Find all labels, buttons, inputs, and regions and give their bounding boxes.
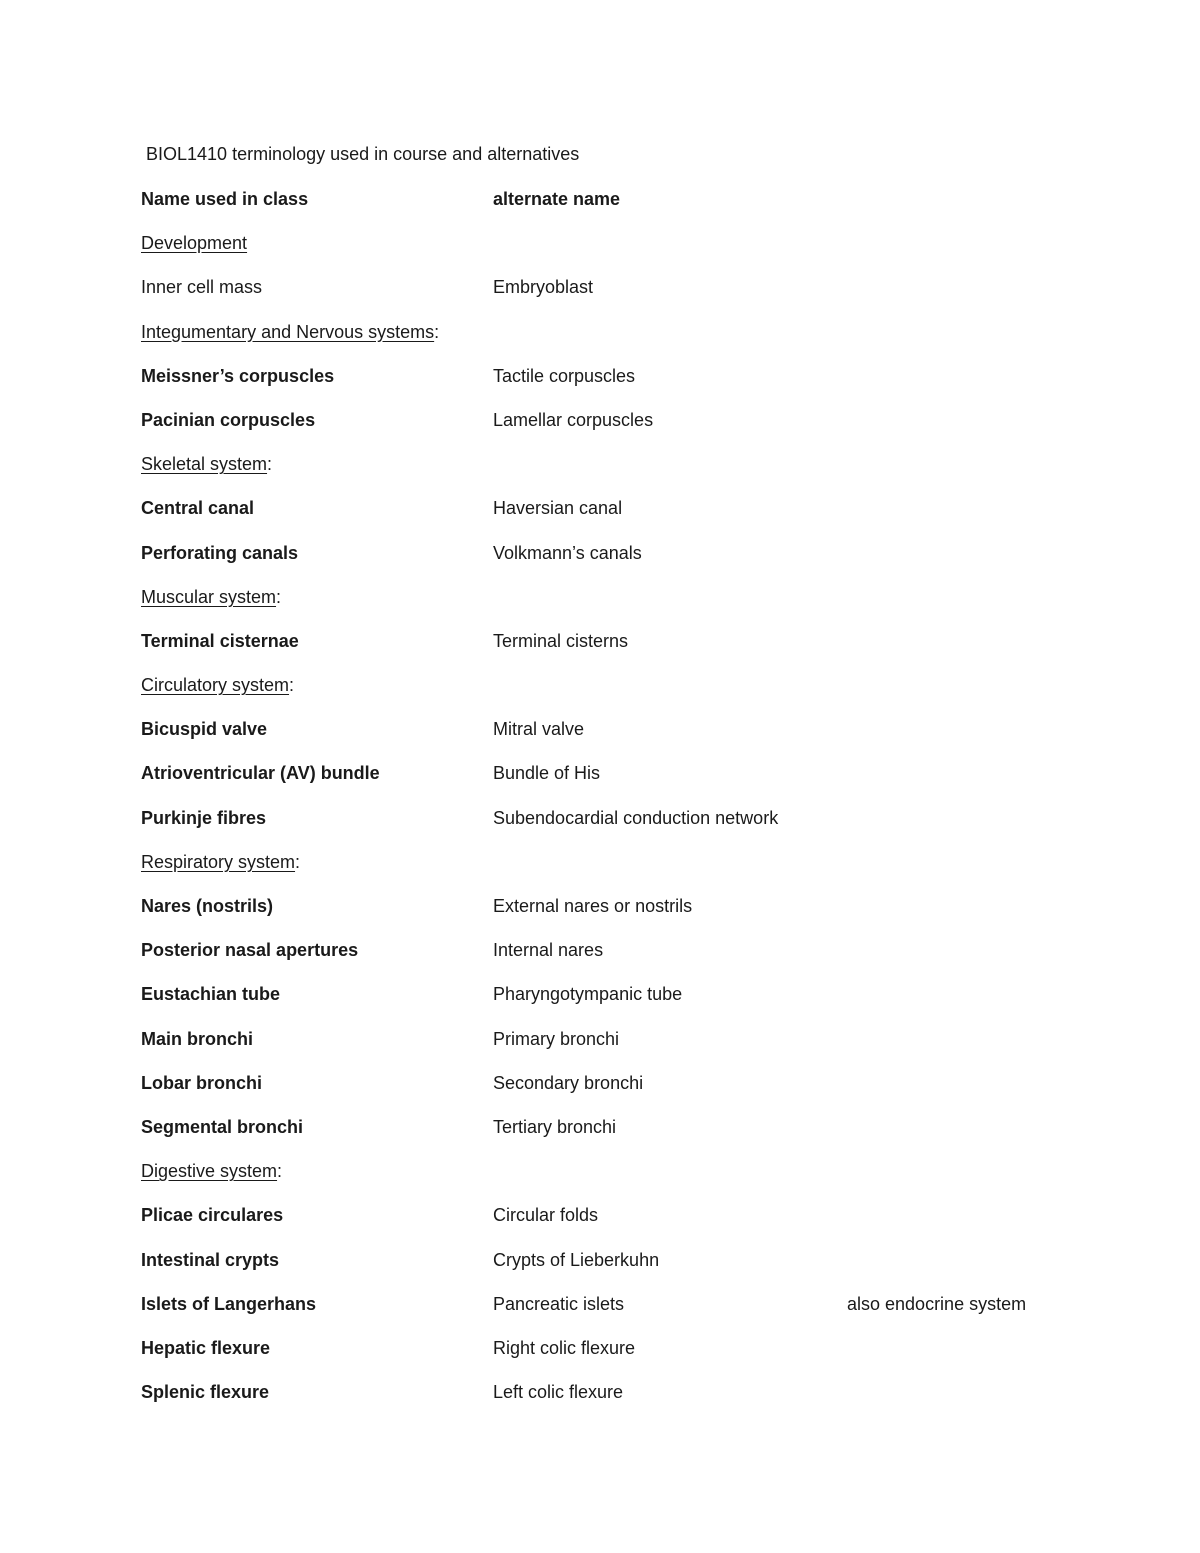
heading-colon: : xyxy=(267,454,273,475)
section-title: Digestive system xyxy=(141,1161,278,1182)
term-alternate: Mitral valve xyxy=(493,719,585,740)
table-row xyxy=(141,276,1141,320)
table-row xyxy=(141,762,1141,806)
table-row xyxy=(141,1293,1141,1337)
term-name: Lobar bronchi xyxy=(141,1072,262,1093)
table-row xyxy=(141,1028,1141,1072)
term-alternate: Pancreatic islets xyxy=(493,1293,625,1314)
section-heading-digestive xyxy=(141,1160,1141,1204)
term-alternate: Left colic flexure xyxy=(493,1382,624,1403)
section-title: Respiratory system xyxy=(141,851,296,872)
term-alternate: Lamellar corpuscles xyxy=(493,409,654,430)
section-title: Integumentary and Nervous systems xyxy=(141,321,435,342)
heading-colon: : xyxy=(277,1161,283,1182)
table-row xyxy=(141,807,1141,851)
table-row xyxy=(141,1249,1141,1293)
term-name: Eustachian tube xyxy=(141,984,281,1005)
section-heading-respiratory xyxy=(141,851,1141,895)
term-alternate: Embryoblast xyxy=(493,277,594,298)
term-name: Atrioventricular (AV) bundle xyxy=(141,763,380,784)
term-name: Bicuspid valve xyxy=(141,719,268,740)
term-name: Perforating canals xyxy=(141,542,299,563)
table-row xyxy=(141,409,1141,453)
table-row xyxy=(141,1116,1141,1160)
document-title: BIOL1410 terminology used in course and alternatives xyxy=(146,144,580,164)
section-title: Circulatory system xyxy=(141,675,290,696)
term-alternate: Crypts of Lieberkuhn xyxy=(493,1249,660,1270)
term-alternate: Pharyngotympanic tube xyxy=(493,984,683,1005)
section-title: Skeletal system xyxy=(141,454,268,475)
term-name: Meissner’s corpuscles xyxy=(141,365,335,386)
header-alternate-name: alternate name xyxy=(493,189,621,209)
term-name: Inner cell mass xyxy=(141,277,263,298)
term-alternate: Primary bronchi xyxy=(493,1028,620,1049)
table-row xyxy=(141,983,1141,1027)
table-row xyxy=(141,939,1141,983)
term-name: Central canal xyxy=(141,498,255,519)
heading-colon: : xyxy=(434,321,440,342)
table-row xyxy=(141,365,1141,409)
table-row xyxy=(141,895,1141,939)
term-name: Nares (nostrils) xyxy=(141,896,274,916)
header-name-used-in-class: Name used in class xyxy=(141,189,309,209)
term-name: Purkinje fibres xyxy=(141,807,267,828)
table-row xyxy=(141,630,1141,674)
table-row xyxy=(141,1381,1141,1425)
term-name: Pacinian corpuscles xyxy=(141,409,316,430)
term-name: Intestinal crypts xyxy=(141,1249,280,1270)
section-title: Development xyxy=(141,233,248,254)
term-note: also endocrine system xyxy=(847,1293,1027,1314)
term-name: Segmental bronchi xyxy=(141,1116,304,1137)
table-row xyxy=(141,542,1141,586)
term-name: Plicae circulares xyxy=(141,1205,284,1226)
table-row xyxy=(141,718,1141,762)
term-alternate: Bundle of His xyxy=(493,763,601,784)
table-row xyxy=(141,497,1141,541)
heading-colon: : xyxy=(289,675,295,696)
heading-colon: : xyxy=(295,851,301,872)
section-heading-integumentary xyxy=(141,321,1141,365)
term-alternate: Haversian canal xyxy=(493,498,623,519)
term-name: Hepatic flexure xyxy=(141,1337,271,1358)
section-heading-skeletal xyxy=(141,453,1141,497)
section-heading-circulatory xyxy=(141,674,1141,718)
section-heading-muscular xyxy=(141,586,1141,630)
term-alternate: Subendocardial conduction network xyxy=(493,807,779,828)
term-name: Terminal cisternae xyxy=(141,630,299,651)
table-row xyxy=(141,1072,1141,1116)
term-alternate: Volkmann’s canals xyxy=(493,542,642,563)
term-alternate: Tertiary bronchi xyxy=(493,1116,617,1137)
term-alternate: External nares or nostrils xyxy=(493,896,693,916)
term-alternate: Right colic flexure xyxy=(493,1337,636,1358)
section-heading-development xyxy=(141,232,1141,276)
term-alternate: Terminal cisterns xyxy=(493,630,629,651)
section-title: Muscular system xyxy=(141,586,277,607)
term-name: Islets of Langerhans xyxy=(141,1293,317,1314)
table-header-row xyxy=(141,188,1141,232)
term-alternate: Circular folds xyxy=(493,1205,599,1226)
term-name: Posterior nasal apertures xyxy=(141,940,359,961)
table-row xyxy=(141,1204,1141,1248)
terminology-table xyxy=(141,188,1141,1425)
term-name: Splenic flexure xyxy=(141,1382,270,1403)
term-alternate: Tactile corpuscles xyxy=(493,365,636,386)
term-alternate: Secondary bronchi xyxy=(493,1072,644,1093)
term-name: Main bronchi xyxy=(141,1028,253,1049)
table-row xyxy=(141,1337,1141,1381)
term-alternate: Internal nares xyxy=(493,940,604,961)
heading-colon: : xyxy=(276,586,282,607)
